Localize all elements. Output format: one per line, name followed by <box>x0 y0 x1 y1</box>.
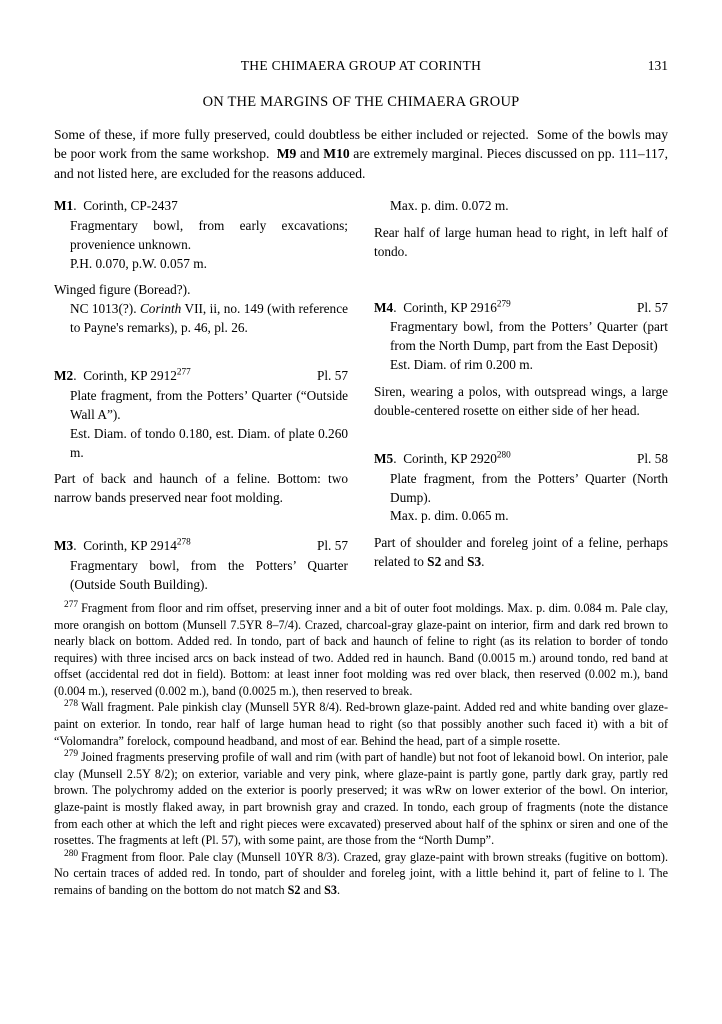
entry-line: Fragmentary bowl, from the Potters’ Quarter (part from the North Dump, part from the East Deposit) <box>390 319 668 354</box>
entry-heading: M1. Corinth, CP-2437 <box>54 197 178 213</box>
intro-ref-m9: M9 <box>276 146 297 162</box>
entry-line: Est. Diam. of tondo 0.180, est. Diam. of plate 0.260 m. <box>70 425 348 460</box>
intro-paragraph: Some of these, if more fully preserved, could doubtless be either included or rejected. Some of the bowls may be poor work from the same workshop. M9 and M10 are extremely marginal. Pieces discussed on pp. 111–117, and not listed here, are excluded for the reasons adduced. <box>54 127 668 181</box>
entry-title: Corinth, KP 2920 <box>403 450 497 466</box>
entry-heading: M5. Corinth, KP 2920$^{280}$ Pl. 58 <box>374 450 668 469</box>
entry-heading: M3. Corinth, KP 2914$^{278}$ Pl. 57 <box>54 537 348 556</box>
entry-description: Rear half of large human head to right, in left half of tondo. <box>374 224 668 259</box>
entry-footnote-ref: 279 <box>496 298 511 309</box>
desc-ref-s3: S3 <box>467 554 482 570</box>
page-content <box>54 58 668 610</box>
column-left <box>54 197 348 610</box>
desc-text: Part of shoulder and foreleg joint of a feline, perhaps related to <box>374 535 668 570</box>
entry-line: Max. p. dim. 0.065 m. <box>390 508 509 524</box>
ref-italic-title: Corinth <box>139 301 182 317</box>
entry-plate: Pl. 57 <box>316 368 348 384</box>
footnote-280 <box>54 849 668 899</box>
entry-description <box>374 534 668 572</box>
intro-ref-m10: M10 <box>323 146 350 162</box>
ref-suffix: VII, ii, no. 149 (with reference to Payne's remarks), p. 46, pl. 26. <box>70 301 349 336</box>
entry-title: Corinth, KP 2916 <box>403 299 497 315</box>
footnote-277 <box>54 600 668 699</box>
footnote-ref-bold: S3 <box>324 882 337 897</box>
entry-line: Plate fragment, from the Potters’ Quarter (“Outside Wall A”). <box>70 387 348 422</box>
entry-label: M1 <box>54 197 74 213</box>
entry-description: Part of back and haunch of a feline. Bottom: two narrow bands preserved near foot molding. <box>54 471 348 506</box>
entry-reference <box>70 300 348 338</box>
entry-footnote-ref: 277 <box>176 366 191 377</box>
catalogue-entry-m3-continued <box>374 197 668 262</box>
entry-title: Corinth, CP-2437 <box>83 197 178 213</box>
catalogue-entry-m2 <box>54 367 348 508</box>
entry-label: M3 <box>54 538 74 554</box>
footnote-number: 279 <box>64 749 79 760</box>
footnote-text <box>54 850 668 897</box>
footnote-text: Joined fragments preserving profile of wall and rim (with part of handle) but not foot of lekanoid bowl. On interior, pale clay (Munsell 2.5Y 8/2); on exterior, variable and very pink, where glaze-paint is partly gone, partly dark gray, partly red brown. The polychromy added on the exterior is poorly preserved; it was wRw on lower exterior of the bowl. On interior, glaze-paint is mostly flaked away, in part brownish gray and crazed. In tondo, each group of fragments (note the distance from each other at which the left and right pieces were excavated) preserved about half of the sphinx or siren and one of the rosettes. The fragments at left (Pl. 57), with some paint, are those from the “North Dump”. <box>54 750 668 848</box>
ref-prefix: NC 1013(?). <box>70 301 140 317</box>
column-right <box>374 197 668 587</box>
entry-description: Winged figure (Boread?). <box>54 282 191 298</box>
entry-title: Corinth, KP 2914 <box>83 538 177 554</box>
footnote-text-part: Fragment from floor. Pale clay (Munsell 10YR 8/3). Crazed, gray glaze-paint with brown streaks (fugitive on bottom). No certain traces of added red. In tondo, part of shoulder and foreleg joint, with a little behind it, part of feline to l. The remains of banding on the bottom do not match <box>54 849 668 897</box>
desc-ref-s2: S2 <box>427 554 442 570</box>
catalogue-entry-m4 <box>374 299 668 421</box>
entry-line: P.H. 0.070, p.W. 0.057 m. <box>70 255 207 271</box>
running-head <box>54 58 668 80</box>
footnote-number: 277 <box>64 599 79 610</box>
entry-label: M5 <box>374 450 394 466</box>
entry-description: Siren, wearing a polos, with outspread wings, a large double-centered rosette on either side of her head. <box>374 384 668 418</box>
entry-footnote-ref: 280 <box>496 449 511 460</box>
section-title: ON THE MARGINS OF THE CHIMAERA GROUP <box>202 94 520 110</box>
footnote-text-part: . <box>336 882 340 897</box>
entry-heading: M4. Corinth, KP 2916$^{279}$ Pl. 57 <box>374 299 668 318</box>
entry-label: M2 <box>54 368 74 384</box>
footnote-number: 280 <box>64 848 79 859</box>
footnote-text-part: and <box>300 882 325 897</box>
catalogue-columns <box>54 197 668 610</box>
entry-plate: Pl. 58 <box>636 450 668 466</box>
entry-plate: Pl. 57 <box>316 538 348 554</box>
catalogue-entry-m3 <box>54 537 348 595</box>
footnotes-block <box>54 600 668 898</box>
footnote-number: 278 <box>64 699 79 710</box>
catalogue-entry-m1 <box>54 197 348 338</box>
footnote-279 <box>54 749 668 848</box>
footnote-278 <box>54 699 668 749</box>
desc-conj: and <box>441 554 468 570</box>
footnote-text: Fragment from floor and rim offset, preserving inner and a bit of outer foot moldings. Max. p. dim. 0.084 m. Pale clay, more orangish on bottom (Munsell 7.5YR 8–7/4). Crazed, charcoal-gray glaze-paint on interior, firm and dark red brown to nearly black on bottom. Added red. In tondo, part of back and haunch of feline to right (as its relation to border of tondo requires) with three incised arcs on back instead of two. Added red in haunch. Band (0.0015 m.) around tondo, red band at offset (accidental red dot in field). Bottom: at least inner foot molding was red over black, then reserved (0.002 m.), band (0.004 m.), reserved (0.002 m.), band (0.0025 m.), then reserved to break. <box>54 601 668 698</box>
catalogue-entry-m5 <box>374 450 668 572</box>
footnote-text: Wall fragment. Pale pinkish clay (Munsell 5YR 8/4). Red-brown glaze-paint. Added red and white banding over glaze-paint on exterior. In tondo, rear half of large human head to right (so that possibly another such faced it) with a bit of “Volomandra” forelock, compound headband, and most of ear. Behind the head, part of a simple rosette. <box>54 700 668 748</box>
page-number: 131 <box>647 58 668 73</box>
entry-line: Plate fragment, from the Potters’ Quarter (North Dump). <box>390 470 668 505</box>
entry-line: Fragmentary bowl, from early excavations; provenience unknown. <box>70 217 348 252</box>
entry-line: Fragmentary bowl, from the Potters’ Quarter (Outside South Building). <box>70 558 348 592</box>
entry-title: Corinth, KP 2912 <box>83 368 177 384</box>
entry-line: Est. Diam. of rim 0.200 m. <box>390 357 533 373</box>
entry-label: M4 <box>374 299 394 315</box>
entry-line: Max. p. dim. 0.072 m. <box>390 197 509 213</box>
entry-footnote-ref: 278 <box>176 536 191 547</box>
entry-heading: M2. Corinth, KP 2912$^{277}$ Pl. 57 <box>54 367 348 386</box>
desc-period: . <box>481 554 485 570</box>
entry-plate: Pl. 57 <box>636 299 668 315</box>
running-head-title: THE CHIMAERA GROUP AT CORINTH <box>240 58 482 73</box>
footnote-ref-bold: S2 <box>287 882 301 897</box>
